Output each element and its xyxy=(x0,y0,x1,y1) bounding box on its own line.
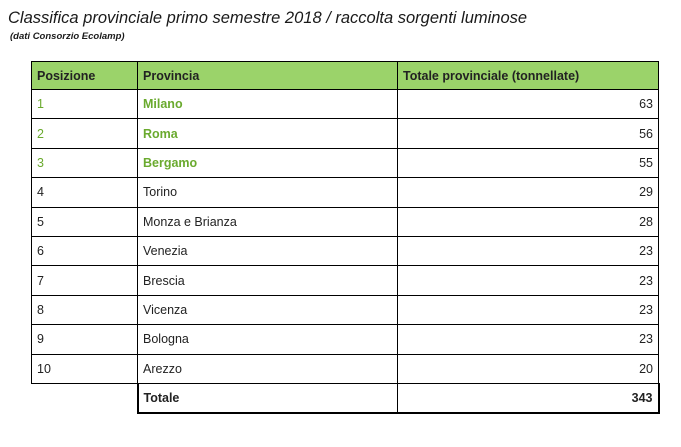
header-provincia: Provincia xyxy=(138,62,398,90)
row-total: 23 xyxy=(398,236,659,265)
row-province: Bologna xyxy=(138,325,398,354)
total-value: 343 xyxy=(398,383,659,412)
table-row xyxy=(32,354,659,383)
table-row xyxy=(32,90,659,119)
table-row xyxy=(32,119,659,148)
row-province: Monza e Brianza xyxy=(138,207,398,236)
row-total: 23 xyxy=(398,325,659,354)
total-row-spacer xyxy=(32,383,138,412)
row-position: 1 xyxy=(32,90,138,119)
row-province: Bergamo xyxy=(138,148,398,177)
row-province: Milano xyxy=(138,90,398,119)
row-position: 3 xyxy=(32,148,138,177)
row-position: 4 xyxy=(32,178,138,207)
row-province: Vicenza xyxy=(138,295,398,324)
row-province: Venezia xyxy=(138,236,398,265)
row-total: 28 xyxy=(398,207,659,236)
row-province: Arezzo xyxy=(138,354,398,383)
header-totale: Totale provinciale (tonnellate) xyxy=(398,62,659,90)
row-position: 6 xyxy=(32,236,138,265)
row-province: Roma xyxy=(138,119,398,148)
row-total: 20 xyxy=(398,354,659,383)
row-position: 5 xyxy=(32,207,138,236)
header-posizione: Posizione xyxy=(32,62,138,90)
row-position: 9 xyxy=(32,325,138,354)
row-position: 7 xyxy=(32,266,138,295)
table-row xyxy=(32,207,659,236)
table-row xyxy=(32,295,659,324)
total-label: Totale xyxy=(138,383,398,412)
page-subtitle: (dati Consorzio Ecolamp) xyxy=(10,31,125,42)
row-total: 63 xyxy=(398,90,659,119)
row-position: 8 xyxy=(32,295,138,324)
table-row xyxy=(32,325,659,354)
row-province: Torino xyxy=(138,178,398,207)
page-title: Classifica provinciale primo semestre 2018 / raccolta sorgenti luminose xyxy=(8,9,528,27)
row-total: 23 xyxy=(398,295,659,324)
row-position: 10 xyxy=(32,354,138,383)
row-position: 2 xyxy=(32,119,138,148)
ranking-table xyxy=(31,61,660,414)
table-row xyxy=(32,178,659,207)
table-total-row xyxy=(32,383,659,412)
row-total: 55 xyxy=(398,148,659,177)
row-total: 56 xyxy=(398,119,659,148)
table-row xyxy=(32,236,659,265)
row-province: Brescia xyxy=(138,266,398,295)
table-row xyxy=(32,266,659,295)
table-row xyxy=(32,148,659,177)
row-total: 29 xyxy=(398,178,659,207)
row-total: 23 xyxy=(398,266,659,295)
table-header-row xyxy=(32,62,659,90)
